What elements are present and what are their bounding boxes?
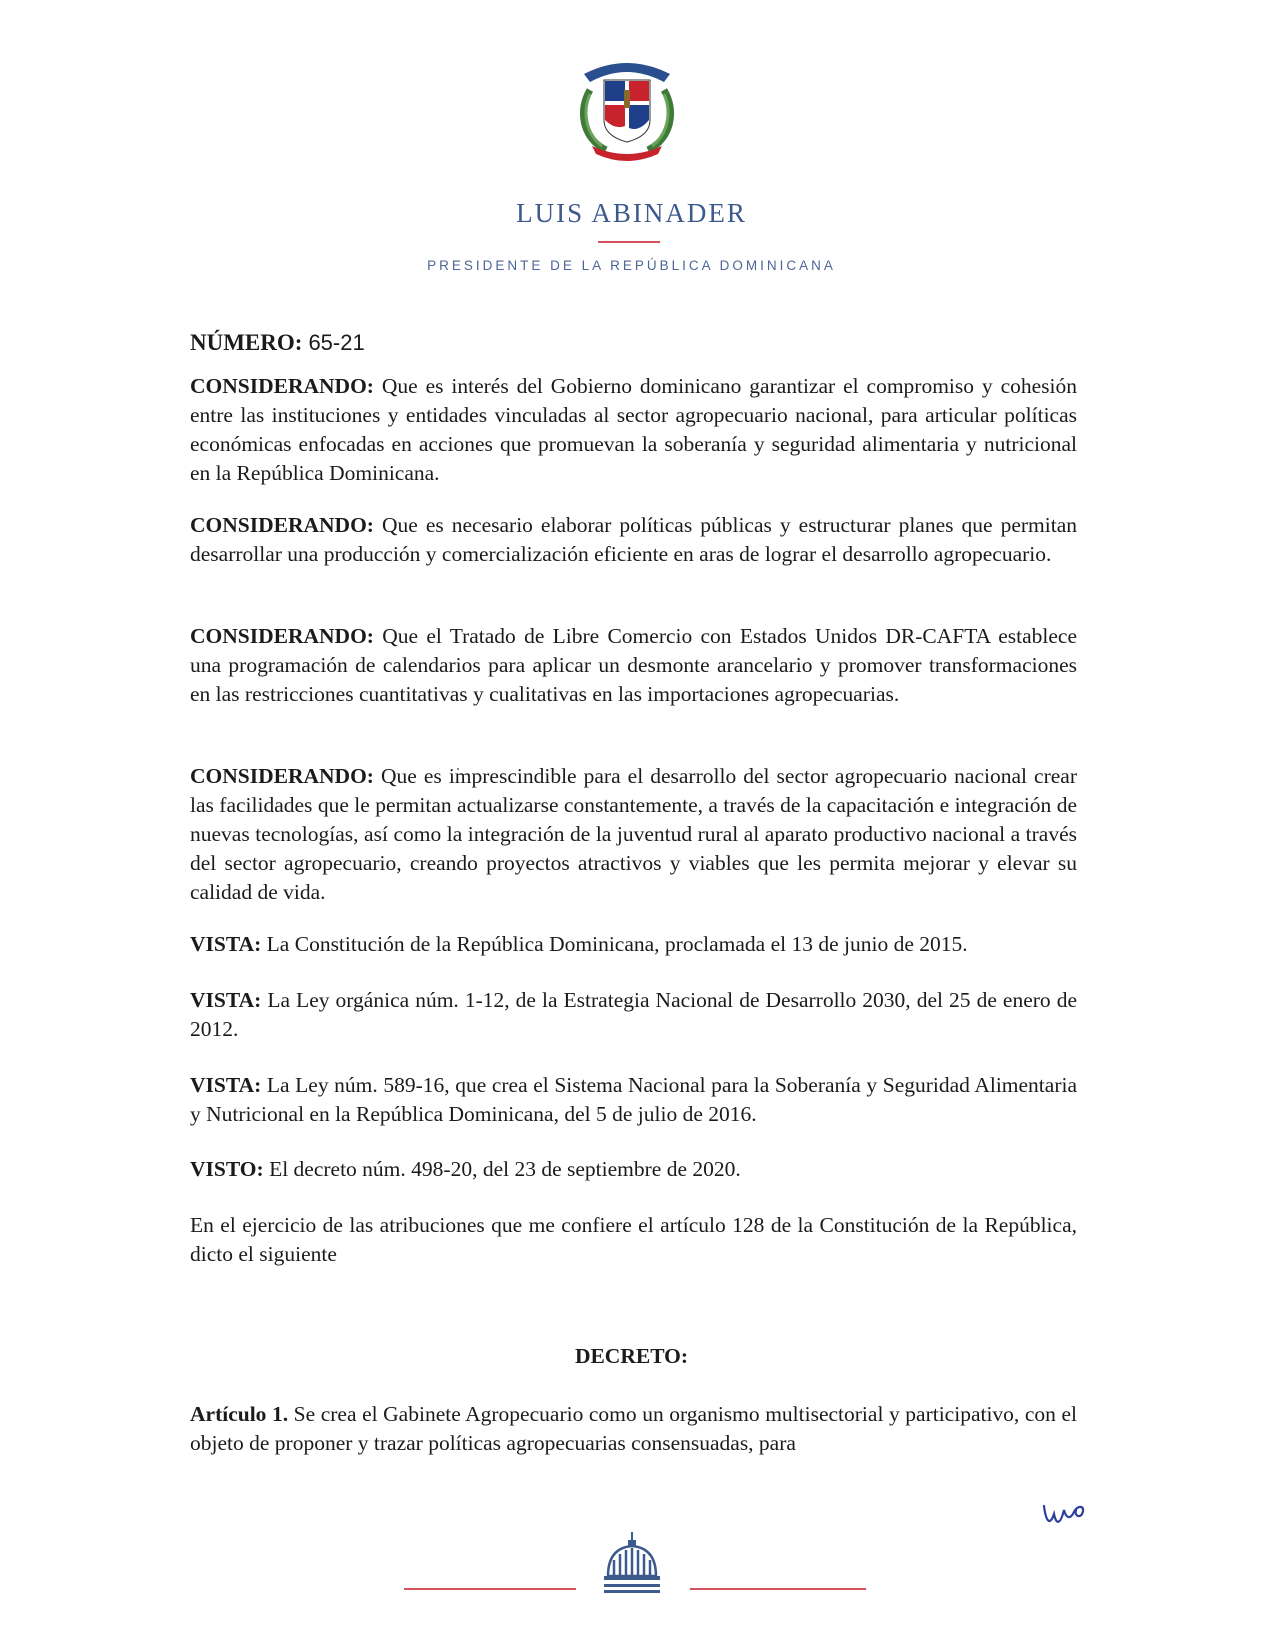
- decree-number-value: 65-21: [308, 330, 365, 355]
- vista-paragraph: [190, 930, 1077, 959]
- header-divider: [598, 241, 660, 243]
- paragraph-label: VISTO:: [190, 1157, 264, 1181]
- article-label: Artículo 1.: [190, 1402, 289, 1426]
- paragraph-label: VISTA:: [190, 988, 262, 1012]
- president-title: PRESIDENTE DE LA REPÚBLICA DOMINICANA: [427, 258, 836, 273]
- vista-paragraph: [190, 986, 1077, 1044]
- decree-number-label: NÚMERO:: [190, 330, 303, 355]
- handwritten-initials: [1040, 1492, 1090, 1532]
- paragraph-text: La Ley núm. 589-16, que crea el Sistema Nacional para la Soberanía y Seguridad Alimentaria y Nutricional en la República Dominicana, del 5 de julio de 2016.: [190, 1073, 1077, 1126]
- paragraph-text: El decreto núm. 498-20, del 23 de septiembre de 2020.: [269, 1157, 741, 1181]
- considerando-paragraph: [190, 372, 1077, 488]
- considerando-paragraph: [190, 762, 1077, 907]
- vista-paragraph: [190, 1071, 1077, 1129]
- paragraph-label: CONSIDERANDO:: [190, 764, 374, 788]
- paragraph-text: La Constitución de la República Dominicana, proclamada el 13 de junio de 2015.: [266, 932, 968, 956]
- footer-line-left: [404, 1588, 576, 1590]
- paragraph-label: CONSIDERANDO:: [190, 374, 374, 398]
- paragraph-text: La Ley orgánica núm. 1-12, de la Estrategia Nacional de Desarrollo 2030, del 25 de enero de 2012.: [190, 988, 1077, 1041]
- paragraph-text: En el ejercicio de las atribuciones que me confiere el artículo 128 de la Constitución de la República, dicto el siguiente: [190, 1213, 1077, 1266]
- coat-of-arms-icon: [572, 50, 682, 162]
- visto-paragraph: [190, 1155, 1077, 1184]
- paragraph-text: Que el Tratado de Libre Comercio con Estados Unidos DR-CAFTA establece una programación de calendarios para aplicar un desmonte arancelario y promover transformaciones en las restricciones cuantitativas y cualitativas en las importaciones agropecuarias.: [190, 624, 1077, 706]
- considerando-paragraph: [190, 511, 1077, 569]
- paragraph-text: Que es interés del Gobierno dominicano garantizar el compromiso y cohesión entre las instituciones y entidades vinculadas al sector agropecuario nacional, para articular políticas económicas enfocadas en acciones que promuevan la soberanía y seguridad alimentaria y nutricional en la República Dominicana.: [190, 374, 1077, 485]
- paragraph-text: Que es necesario elaborar políticas públicas y estructurar planes que permitan desarrollar una producción y comercialización eficiente en aras de lograr el desarrollo agropecuario.: [190, 513, 1077, 566]
- decree-heading: DECRETO:: [574, 1344, 689, 1368]
- decree-number: [190, 330, 365, 356]
- paragraph-text: Que es imprescindible para el desarrollo del sector agropecuario nacional crear las facilidades que le permitan actualizarse constantemente, a través de la capacitación e integración de nuevas tecnologías, así como la integración de la juventud rural al aparato productivo nacional a través del sector agropecuario, creando proyectos atractivos y viables que les permita mejorar y elevar su calidad de vida.: [190, 764, 1077, 904]
- president-name: LUIS ABINADER: [516, 198, 747, 228]
- palace-dome-icon: [600, 1530, 664, 1596]
- paragraph-label: VISTA:: [190, 1073, 262, 1097]
- paragraph-label: CONSIDERANDO:: [190, 513, 374, 537]
- paragraph-label: CONSIDERANDO:: [190, 624, 374, 648]
- article-text: Se crea el Gabinete Agropecuario como un organismo multisectorial y participativo, con el objeto de proponer y trazar políticas agropecuarias consensuadas, para: [190, 1402, 1077, 1455]
- attributions-paragraph: [190, 1211, 1077, 1269]
- article-1-paragraph: [190, 1400, 1077, 1458]
- paragraph-label: VISTA:: [190, 932, 262, 956]
- footer-line-right: [690, 1588, 866, 1590]
- considerando-paragraph: [190, 622, 1077, 709]
